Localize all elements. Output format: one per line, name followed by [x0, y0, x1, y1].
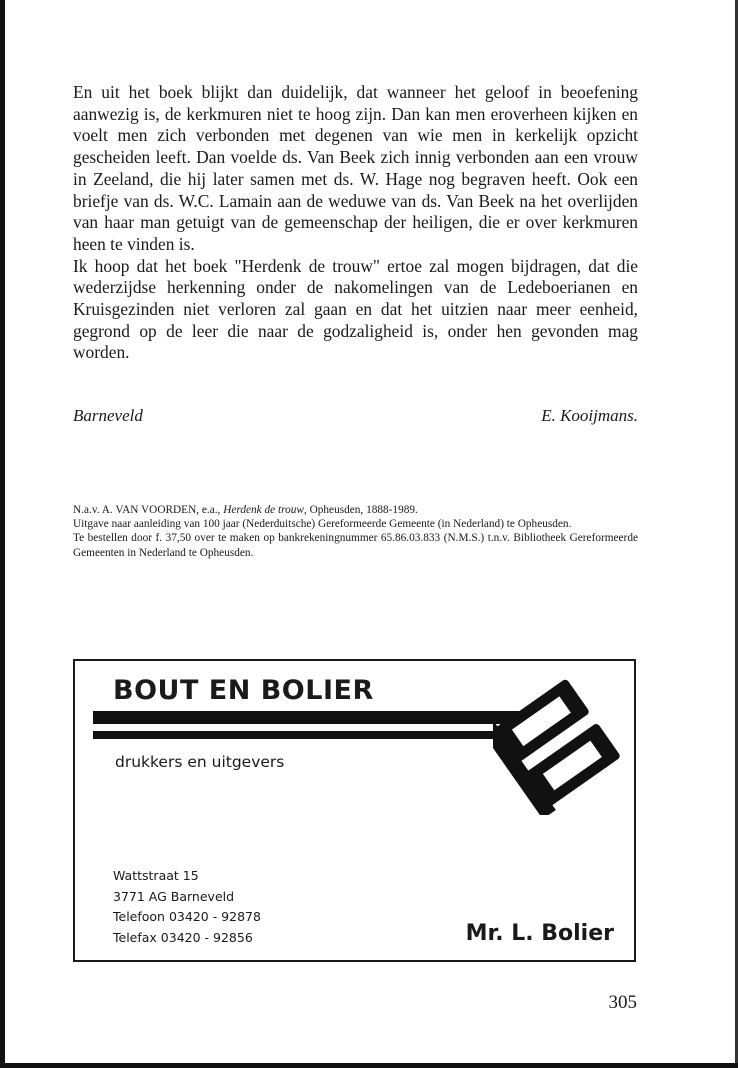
signature-line [73, 406, 638, 426]
note-line-3: Te bestellen door f. 37,50 over te maken op bankrekeningnummer 65.86.03.833 (N.M.S.) t.n.v. Bibliotheek Gereformeerde Gemeenten in Nederland te Opheusden. [73, 532, 638, 559]
page-number: 305 [608, 992, 637, 1013]
note-line-1: N.a.v. A. VAN VOORDEN, e.a., Herdenk de trouw, Opheusden, 1888-1989. [73, 504, 418, 516]
ad-street: Wattstraat 15 [113, 868, 199, 883]
ad-phone: Telefoon 03420 - 92878 [113, 909, 261, 924]
bibliographic-note [73, 503, 638, 560]
scan-edge-left [0, 0, 5, 1068]
ad-stripe-thick [93, 711, 533, 724]
paragraph-1: En uit het boek blijkt dan duidelijk, dat wanneer het geloof in beoefening aanwezig is, de kerkmuren niet te hoog zijn. Dan kan men eroverheen kijken en voelt men zich verbonden met degenen van wie men in kerkelijk opzicht gescheiden leeft. Dan voelde ds. Van Beek zich innig verbonden aan een vrouw in Zeeland, die hij later samen met ds. W. Hage nog begraven heeft. Ook een briefje van ds. W.C. Lamain aan de weduwe van ds. Van Beek na het overlijden van haar man getuigt van de gemeenschap der heiligen, die er over kerkmuren heen te vinden is. [73, 82, 638, 254]
ad-contact-name: Mr. L. Bolier [465, 921, 614, 946]
ad-fax: Telefax 03420 - 92856 [113, 929, 253, 945]
scan-edge-bottom [0, 1063, 738, 1068]
ad-address-block [113, 866, 261, 948]
ad-stripe-thin [93, 731, 533, 739]
ad-city: 3771 AG Barneveld [113, 888, 235, 904]
advertisement-box [73, 659, 636, 962]
ad-company-name: BOUT EN BOLIER [113, 675, 374, 706]
note-line-2: Uitgave naar aanleiding van 100 jaar (Nederduitsche) Gereformeerde Gemeente (in Nederland) te Opheusden. [73, 518, 572, 531]
article-body [73, 82, 638, 364]
paragraph-2: Ik hoop dat het boek "Herdenk de trouw" ertoe zal mogen bijdragen, dat die wederzijdse herkenning onder de nakomelingen van de Ledeboerianen en Kruisgezinden niet verloren zal gaan en dat het uitzien naar meer eenheid, gegrond op de leer die naar de godzaligheid is, onder hen gevonden mag worden. [73, 255, 638, 363]
signature-place: Barneveld [73, 406, 143, 425]
note-book-title: Herdenk de trouw [223, 504, 304, 516]
signature-author: E. Kooijmans. [541, 406, 638, 425]
ad-tagline: drukkers en uitgevers [115, 753, 285, 771]
bb-monogram-logo-icon [493, 675, 623, 815]
